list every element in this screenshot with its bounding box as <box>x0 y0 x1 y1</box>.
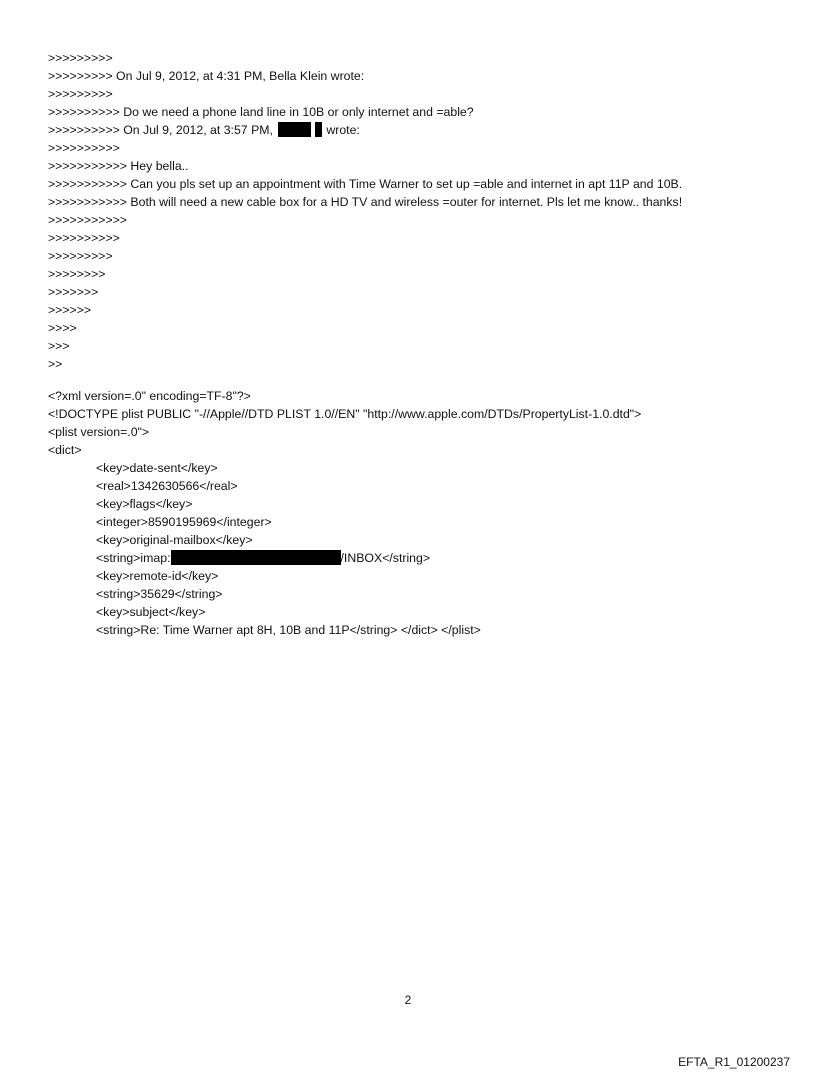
plist-xml-block <box>48 387 788 639</box>
quote-line: >>>>>>>>> <box>48 249 113 263</box>
quote-line: >>>> <box>48 321 77 335</box>
integer-value: <integer>8590195969</integer> <box>96 515 272 529</box>
quote-line: >>>>>>>>> On Jul 9, 2012, at 4:31 PM, Bella Klein wrote: <box>48 69 365 83</box>
quote-line: >>>>>>>>>> Do we need a phone land line in 10B or only internet and =able? <box>48 105 474 119</box>
quote-line: >>>>>>>>>>> Can you pls set up an appointment with Time Warner to set up =able and internet in apt 11P and 10B. <box>48 177 683 191</box>
page-number: 2 <box>404 993 412 1007</box>
key-remote-id: <key>remote-id</key> <box>96 569 219 583</box>
quote-line: >>>>>> <box>48 303 92 317</box>
key-date-sent: <key>date-sent</key> <box>96 461 218 475</box>
mailbox-string <box>48 549 788 567</box>
quote-line: >>>>>>>>>>> <box>48 213 127 227</box>
mailbox-prefix: <string>imap: <box>96 551 171 565</box>
doctype-line: <!DOCTYPE plist PUBLIC "-//Apple//DTD PLIST 1.0//EN" "http://www.apple.com/DTDs/PropertyList-1.0.dtd"> <box>48 407 642 421</box>
redaction-box <box>315 122 322 137</box>
quote-line: >>> <box>48 339 70 353</box>
quote-line-redacted <box>48 121 788 139</box>
quote-line: >> <box>48 357 63 371</box>
mailbox-suffix: /INBOX</string> <box>340 551 431 565</box>
quote-line-suffix: wrote: <box>326 123 360 137</box>
redaction-box <box>171 550 341 565</box>
quoted-email-thread <box>48 49 788 373</box>
quote-line: >>>>>>>>>> <box>48 231 120 245</box>
quote-line-prefix: >>>>>>>>>> On Jul 9, 2012, at 3:57 PM, <box>48 123 277 137</box>
dict-open: <dict> <box>48 443 82 457</box>
redaction-box <box>278 122 311 137</box>
quote-line: >>>>>>>> <box>48 267 106 281</box>
real-value: <real>1342630566</real> <box>96 479 238 493</box>
key-subject: <key>subject</key> <box>96 605 206 619</box>
xml-declaration: <?xml version=.0" encoding=TF-8"?> <box>48 389 251 403</box>
key-original-mailbox: <key>original-mailbox</key> <box>96 533 253 547</box>
quote-line: >>>>>>> <box>48 285 99 299</box>
quote-line: >>>>>>>>> <box>48 87 113 101</box>
subject-value: <string>Re: Time Warner apt 8H, 10B and 11P</string> </dict> </plist> <box>96 623 481 637</box>
document-id: EFTA_R1_01200237 <box>678 1055 790 1069</box>
quote-line: >>>>>>>>> <box>48 51 113 65</box>
quote-line: >>>>>>>>>>> Both will need a new cable box for a HD TV and wireless =outer for internet. Pls let me know.. thanks! <box>48 195 683 209</box>
quote-line: >>>>>>>>>> <box>48 141 120 155</box>
key-flags: <key>flags</key> <box>96 497 193 511</box>
remote-id-value: <string>35629</string> <box>96 587 223 601</box>
plist-open: <plist version=.0"> <box>48 425 150 439</box>
quote-line: >>>>>>>>>>> Hey bella.. <box>48 159 189 173</box>
